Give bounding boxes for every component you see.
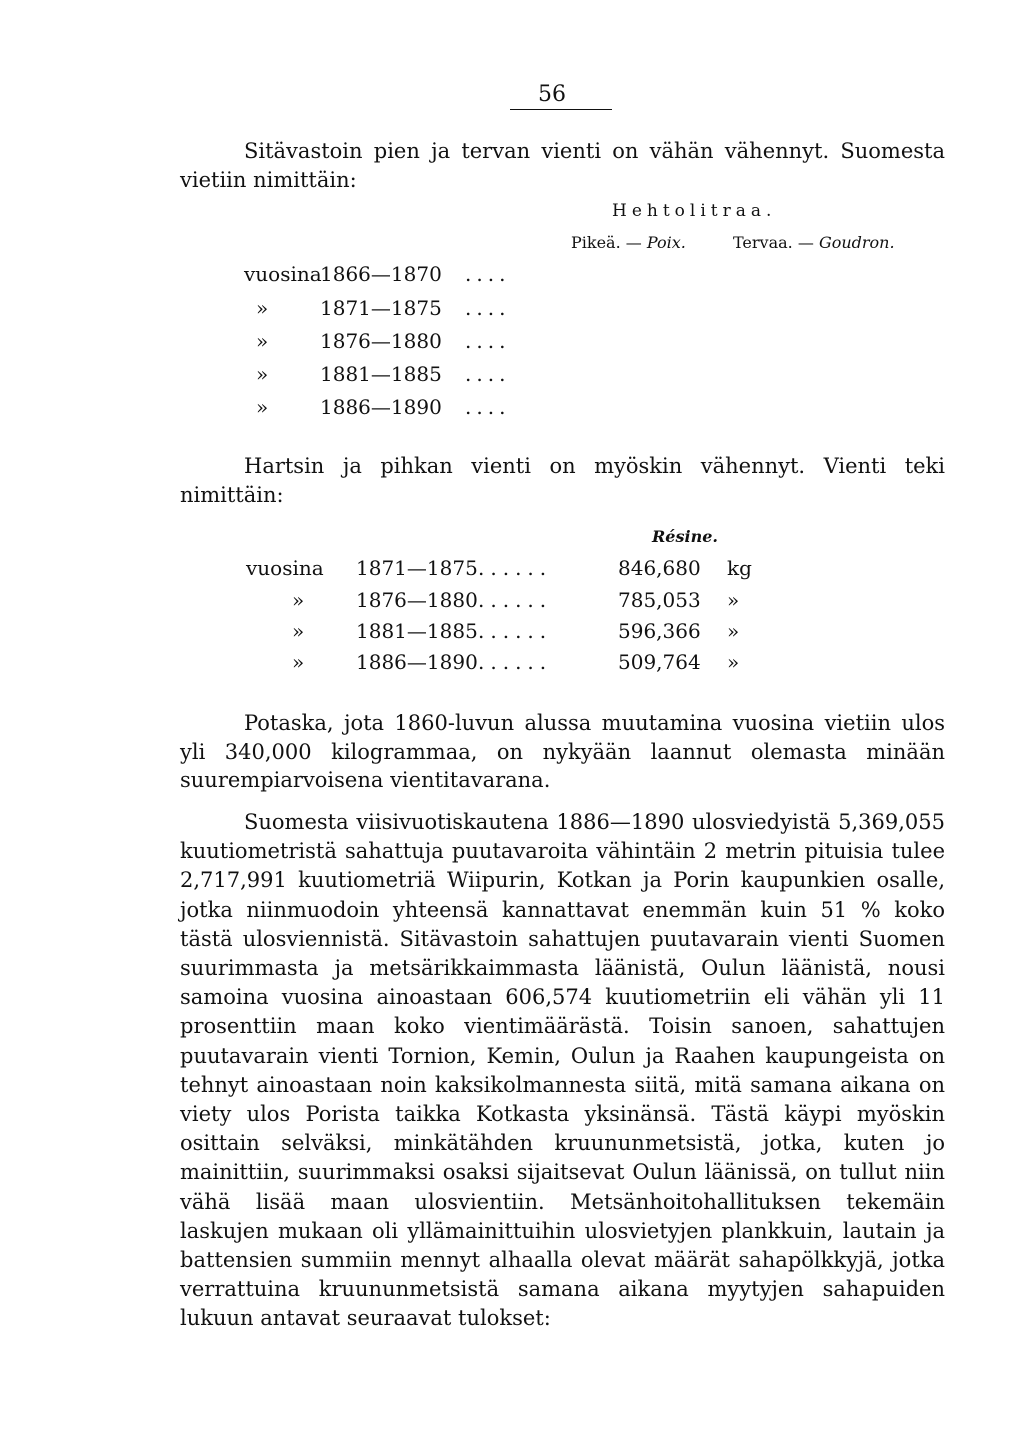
resin-value: 596,366 <box>618 619 701 643</box>
row-label: » <box>256 362 269 386</box>
table2-heading: Résine. <box>652 527 718 546</box>
row-leader-dots: .... <box>465 296 511 320</box>
row-leader-dots: ...... <box>478 650 553 674</box>
intro-paragraph-resin: Hartsin ja pihkan vienti on myöskin vähennyt. Vienti teki nimittäin: <box>180 454 945 507</box>
row-leader-dots: ...... <box>478 588 553 612</box>
table1-col2-label: Tervaa. — <box>733 233 814 252</box>
row-leader-dots: .... <box>465 329 511 353</box>
row-label: » <box>256 329 269 353</box>
resin-unit: kg <box>727 556 752 580</box>
table1-heading: Hehtolitraa. <box>612 201 777 221</box>
row-leader-dots: .... <box>465 362 511 386</box>
page-number: 56 <box>538 82 566 107</box>
row-leader-dots: ...... <box>478 556 553 580</box>
resin-value: 785,053 <box>618 588 701 612</box>
row-leader-dots: .... <box>465 395 511 419</box>
resin-unit: » <box>727 619 740 643</box>
resin-value: 846,680 <box>618 556 701 580</box>
table1-col2-foreign: Goudron. <box>818 233 895 252</box>
row-label: » <box>292 619 305 643</box>
row-range: 1881—1885 <box>356 619 478 643</box>
paragraph-sawn-timber: Suomesta viisivuotiskautena 1886—1890 ulosviedyistä 5,369,055 kuutiometristä sahattuja puutavaroita vähintäin 2 metrin pituisia tulee 2,717,991 kuutiometriä Wiipurin, Kotkan ja Porin kaupunkien osalle, jotka niinmuodoin yhteensä kannattavat enemmän kuin 51 % koko tästä ulosviennistä. Sitävastoin sahattujen puutavarain vienti Suomen suurimmasta ja metsärikkaimmasta läänistä, Oulun läänistä, nousi samoina vuosina ainoastaan 606,574 kuutiometriin eli vähän yli 11 prosenttiin maan koko vientimäärästä. Toisin sanoen, sahattujen puutavarain vienti Tornion, Kemin, Oulun ja Raahen kaupungeista on tehnyt ainoastaan noin kaksikolmannesta siitä, mitä samana aikana on viety ulos Porista taikka Kotkasta yksinänsä. Tästä käypi myöskin osittain selväksi, minkätähden kruununmetsistä, jotka, kuten jo mainittiin, suurimmaksi osaksi sijaitsevat Oulun läänissä, on tullut niin vähä lisää maan ulosvientiin. Metsänhoitohallituksen tekemäin laskujen mukaan oli yllämainittuihin ulosvietyjen plankkuin, lautain ja battensien summiin mennyt alhaalla olevat määrät sahapölkkyjä, jotka verrattuina kruununmetsistä samana aikana myytyjen sahapuiden lukuun antavat seuraavat tulokset: <box>180 810 945 1331</box>
row-range: 1876—1880 <box>356 588 478 612</box>
row-label: » <box>256 395 269 419</box>
row-range: 1881—1885 <box>320 362 442 386</box>
row-range: 1886—1890 <box>320 395 442 419</box>
row-label: vuosina <box>244 262 322 286</box>
page-number-rule <box>510 109 612 110</box>
row-range: 1871—1875 <box>356 556 478 580</box>
table1-col1-foreign: Poix. <box>646 233 686 252</box>
table1-col2-header <box>733 233 895 252</box>
row-range: 1866—1870 <box>320 262 442 286</box>
table1-col1-header <box>571 233 686 252</box>
row-label: » <box>292 650 305 674</box>
resin-unit: » <box>727 588 740 612</box>
table1-col1-label: Pikeä. — <box>571 233 642 252</box>
row-leader-dots: ...... <box>478 619 553 643</box>
intro-paragraph-pitch-tar: Sitävastoin pien ja tervan vienti on vähän vähennyt. Suomesta vietiin nimittäin: <box>180 139 945 192</box>
row-label: » <box>256 296 269 320</box>
resin-unit: » <box>727 650 740 674</box>
row-label: vuosina <box>246 556 324 580</box>
row-range: 1876—1880 <box>320 329 442 353</box>
row-leader-dots: .... <box>465 262 511 286</box>
row-label: » <box>292 588 305 612</box>
row-range: 1871—1875 <box>320 296 442 320</box>
resin-value: 509,764 <box>618 650 701 674</box>
paragraph-potaska: Potaska, jota 1860-luvun alussa muutamina vuosina vietiin ulos yli 340,000 kilogrammaa, on nykyään laannut olemasta minään suurempiarvoisena vientitavarana. <box>180 711 945 792</box>
row-range: 1886—1890 <box>356 650 478 674</box>
